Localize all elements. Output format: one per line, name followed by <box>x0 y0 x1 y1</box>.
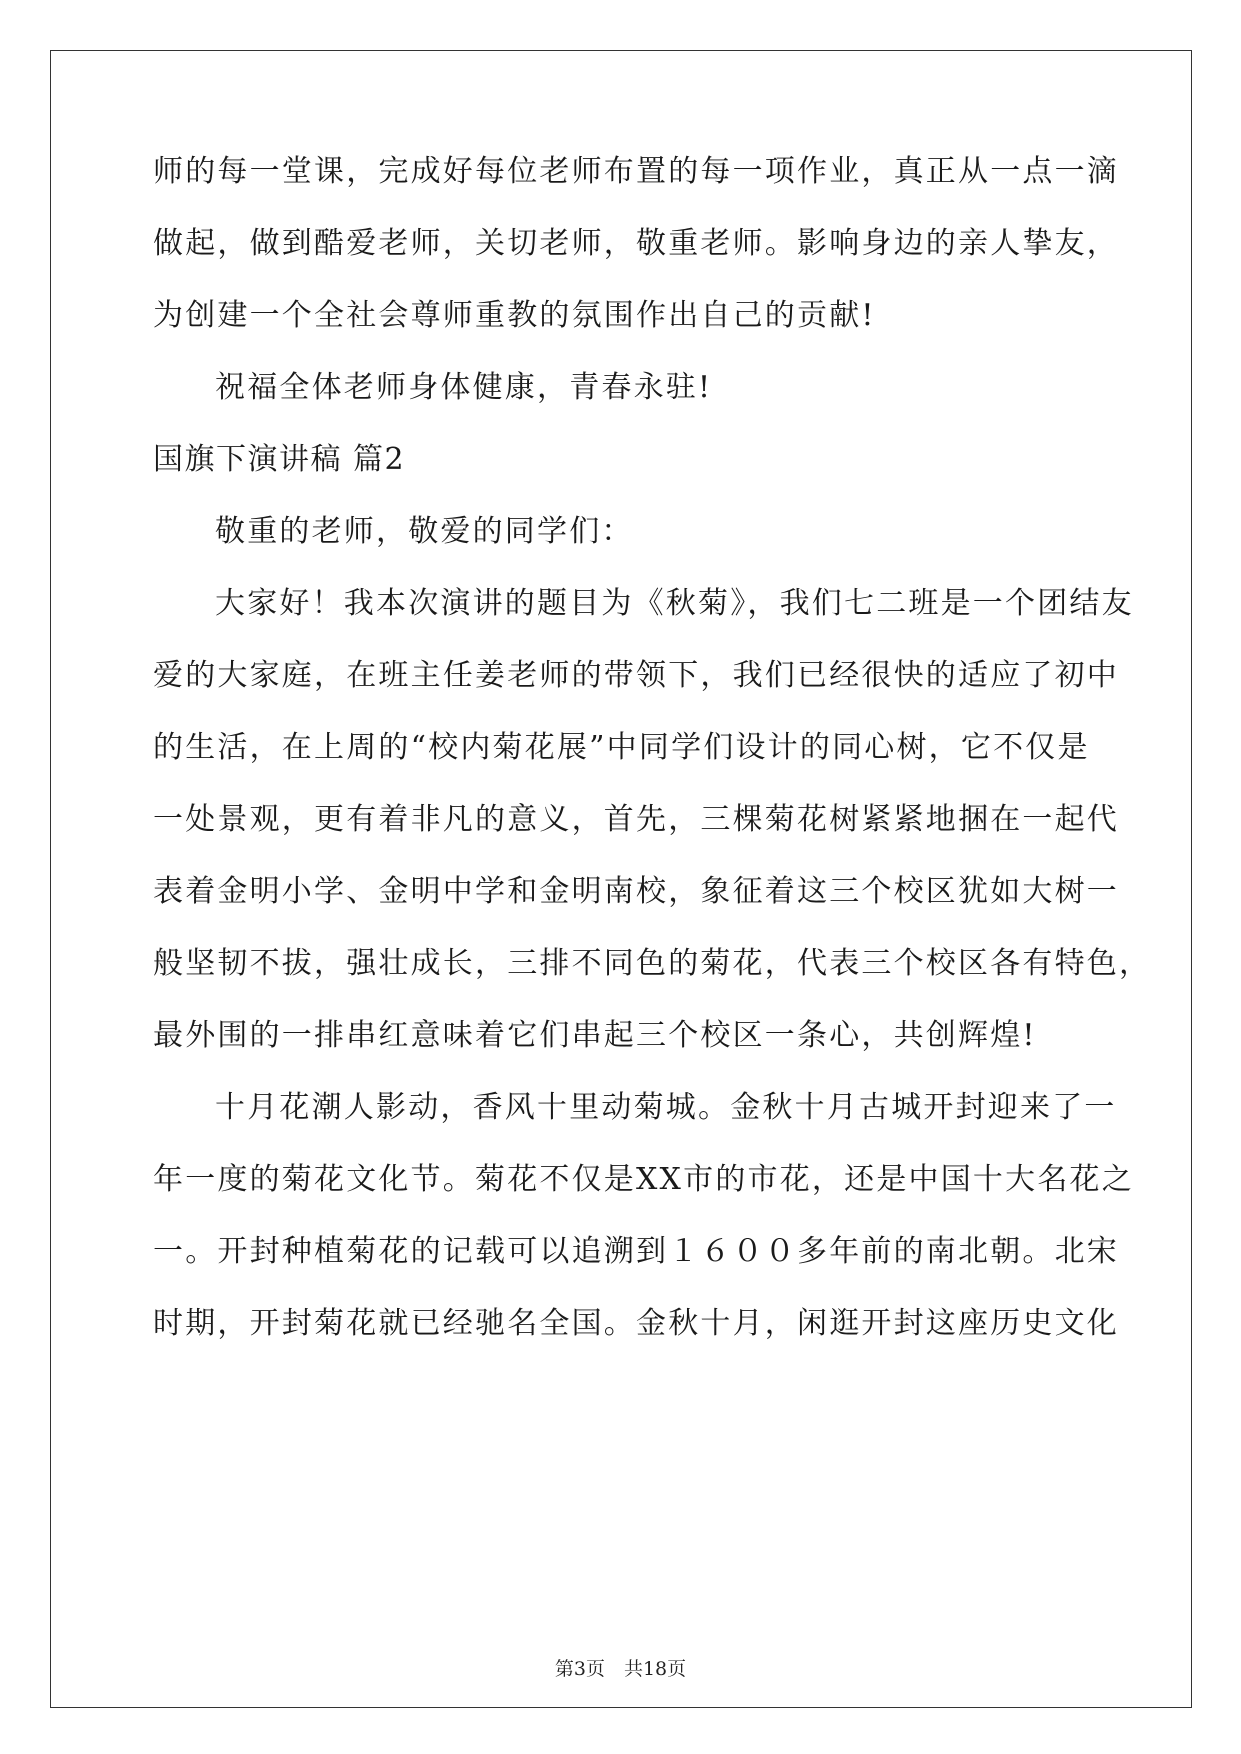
body-line-8: 爱的大家庭，在班主任姜老师的带领下，我们已经很快的适应了初中 <box>153 658 1119 693</box>
body-line-12: 般坚韧不拔，强壮成长，三排不同色的菊花，代表三个校区各有特色， <box>153 946 1152 981</box>
body-line-16: 一。开封种植菊花的记载可以追溯到１６００多年前的南北朝。北宋 <box>153 1234 1119 1269</box>
body-line-9: 的生活，在上周的“校内菊花展”中同学们设计的同心树，它不仅是 <box>153 730 1090 765</box>
body-line-1: 师的每一堂课，完成好每位老师布置的每一项作业，真正从一点一滴 <box>153 154 1119 189</box>
body-line-3: 为创建一个全社会尊师重教的氛围作出自己的贡献! <box>153 298 876 333</box>
body-line-13: 最外围的一排串红意味着它们串起三个校区一条心，共创辉煌! <box>153 1018 1037 1053</box>
section-heading: 国旗下演讲稿 篇2 <box>153 442 406 477</box>
body-line-11: 表着金明小学、金明中学和金明南校，象征着这三个校区犹如大树一 <box>153 874 1119 909</box>
body-line-10: 一处景观，更有着非凡的意义，首先，三棵菊花树紧紧地捆在一起代 <box>153 802 1119 837</box>
salutation: 敬重的老师，敬爱的同学们： <box>215 514 634 549</box>
body-line-15: 年一度的菊花文化节。菊花不仅是XX市的市花，还是中国十大名花之 <box>153 1162 1134 1197</box>
body-line-17: 时期，开封菊花就已经驰名全国。金秋十月，闲逛开封这座历史文化 <box>153 1306 1119 1341</box>
body-line-2: 做起，做到酷爱老师，关切老师，敬重老师。影响身边的亲人挚友， <box>153 226 1119 261</box>
body-line-7: 大家好！我本次演讲的题目为《秋菊》，我们七二班是一个团结友 <box>215 586 1134 621</box>
body-line-14: 十月花潮人影动，香风十里动菊城。金秋十月古城开封迎来了一 <box>215 1090 1117 1125</box>
page-number: 第3页 共18页 <box>554 1658 687 1680</box>
closing-wish: 祝福全体老师身体健康，青春永驻! <box>215 370 713 405</box>
